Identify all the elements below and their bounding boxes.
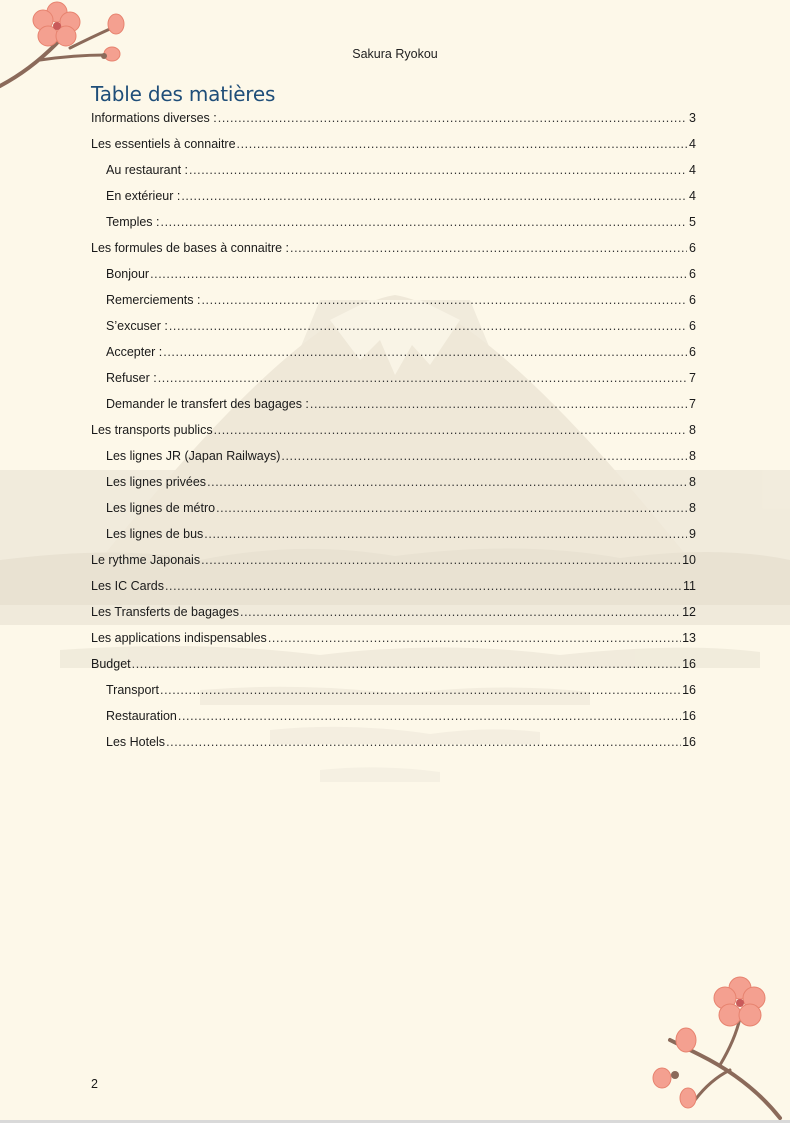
toc-entry-page: 5 xyxy=(689,215,696,229)
toc-entry-label: Budget xyxy=(91,657,131,671)
toc-leader-dots xyxy=(310,396,687,412)
toc-entry-page: 6 xyxy=(689,241,696,255)
toc-entry-label: Les transports publics xyxy=(91,423,213,437)
toc-leader-dots xyxy=(165,578,682,594)
toc-leader-dots xyxy=(204,526,687,542)
toc-entry-page: 8 xyxy=(689,501,696,515)
toc-entry-label: Les IC Cards xyxy=(91,579,164,593)
toc-entry[interactable] xyxy=(91,292,696,318)
toc-leader-dots xyxy=(201,552,681,568)
toc-entry-label: Les Transferts de bagages xyxy=(91,605,240,619)
page-number: 2 xyxy=(91,1077,98,1091)
toc-leader-dots xyxy=(201,292,687,308)
toc-entry-label: Le rythme Japonais xyxy=(91,553,201,567)
toc-entry-page: 6 xyxy=(689,319,696,333)
toc-leader-dots xyxy=(216,500,687,516)
toc-entry[interactable] xyxy=(91,656,696,682)
toc-entry[interactable] xyxy=(91,110,696,136)
toc-entry-label: Demander le transfert des bagages : xyxy=(106,397,309,411)
toc-entry-page: 12 xyxy=(682,605,696,619)
toc-entry-page: 7 xyxy=(689,371,696,385)
toc-entry-page: 8 xyxy=(689,423,696,437)
toc-entry[interactable] xyxy=(91,422,696,448)
toc-leader-dots xyxy=(207,474,687,490)
toc-entry-label: Les formules de bases à connaitre : xyxy=(91,241,290,255)
toc-leader-dots xyxy=(290,240,687,256)
cherry-blossom-branch-icon xyxy=(640,970,790,1120)
toc-entry-label: S’excuser : xyxy=(106,319,168,333)
cherry-blossom-branch-icon xyxy=(0,0,130,90)
toc-entry-label: Accepter : xyxy=(106,345,163,359)
toc-entry-label: Les lignes JR (Japan Railways) xyxy=(106,449,281,463)
toc-entry[interactable] xyxy=(91,552,696,578)
toc-leader-dots xyxy=(158,370,687,386)
toc-leader-dots xyxy=(237,136,687,152)
toc-entry[interactable] xyxy=(91,682,696,708)
toc-entry[interactable] xyxy=(91,630,696,656)
toc-leader-dots xyxy=(163,344,687,360)
toc-entry[interactable] xyxy=(91,708,696,734)
page-header: Sakura Ryokou xyxy=(352,47,438,61)
toc-entry-label: Transport xyxy=(106,683,160,697)
toc-entry-label: Les applications indispensables xyxy=(91,631,267,645)
toc-entry[interactable] xyxy=(91,578,696,604)
toc-entry-label: Refuser : xyxy=(106,371,157,385)
toc-entry-page: 6 xyxy=(689,267,696,281)
toc-entry-page: 16 xyxy=(682,683,696,697)
toc-entry-page: 3 xyxy=(689,111,696,125)
toc-leader-dots xyxy=(268,630,681,646)
toc-leader-dots xyxy=(161,214,688,230)
toc-entry[interactable] xyxy=(91,448,696,474)
toc-title: Table des matières xyxy=(91,82,276,106)
toc-entry[interactable] xyxy=(91,500,696,526)
toc-leader-dots xyxy=(132,656,681,672)
toc-leader-dots xyxy=(166,734,681,750)
toc-entry[interactable] xyxy=(91,734,696,760)
toc-entry-page: 6 xyxy=(689,345,696,359)
toc-entry[interactable] xyxy=(91,526,696,552)
toc-entry[interactable] xyxy=(91,396,696,422)
toc-entry[interactable] xyxy=(91,188,696,214)
toc-entry[interactable] xyxy=(91,344,696,370)
toc-entry[interactable] xyxy=(91,240,696,266)
toc-entry-page: 16 xyxy=(682,735,696,749)
toc-entry[interactable] xyxy=(91,318,696,344)
toc-entry-label: Bonjour xyxy=(106,267,150,281)
toc-entry-label: Remerciements : xyxy=(106,293,201,307)
toc-entry-page: 4 xyxy=(689,189,696,203)
toc-entry-page: 16 xyxy=(682,657,696,671)
toc-entry-page: 13 xyxy=(682,631,696,645)
toc-entry-label: Temples : xyxy=(106,215,160,229)
toc-entry-page: 8 xyxy=(689,449,696,463)
toc-leader-dots xyxy=(160,682,681,698)
toc-entry-page: 16 xyxy=(682,709,696,723)
toc-entry[interactable] xyxy=(91,604,696,630)
toc-entry[interactable] xyxy=(91,214,696,240)
toc-leader-dots xyxy=(189,162,687,178)
toc-entry[interactable] xyxy=(91,266,696,292)
toc-leader-dots xyxy=(218,110,687,126)
toc-entry[interactable] xyxy=(91,474,696,500)
toc-entry-label: Informations diverses : xyxy=(91,111,217,125)
toc-leader-dots xyxy=(181,188,687,204)
toc-leader-dots xyxy=(150,266,687,282)
toc-entry-page: 4 xyxy=(689,163,696,177)
toc-entry-page: 7 xyxy=(689,397,696,411)
toc-entry-page: 10 xyxy=(682,553,696,567)
toc-entry-page: 8 xyxy=(689,475,696,489)
toc-entry-page: 4 xyxy=(689,137,696,151)
toc-entry-page: 9 xyxy=(689,527,696,541)
toc-entry-page: 11 xyxy=(683,579,696,593)
toc-entry-label: Les lignes de métro xyxy=(106,501,216,515)
toc-entry-page: 6 xyxy=(689,293,696,307)
toc-leader-dots xyxy=(178,708,681,724)
toc-entry-label: Les lignes de bus xyxy=(106,527,204,541)
toc-leader-dots xyxy=(214,422,687,438)
toc-entry[interactable] xyxy=(91,136,696,162)
toc-leader-dots xyxy=(169,318,687,334)
toc-entry[interactable] xyxy=(91,370,696,396)
toc-entry-label: En extérieur : xyxy=(106,189,181,203)
toc-leader-dots xyxy=(281,448,687,464)
toc-entry[interactable] xyxy=(91,162,696,188)
table-of-contents xyxy=(91,110,696,760)
toc-entry-label: Les lignes privées xyxy=(106,475,207,489)
toc-entry-label: Les Hotels xyxy=(106,735,166,749)
toc-entry-label: Au restaurant : xyxy=(106,163,188,177)
toc-entry-label: Restauration xyxy=(106,709,177,723)
toc-leader-dots xyxy=(240,604,681,620)
toc-entry-label: Les essentiels à connaitre xyxy=(91,137,236,151)
